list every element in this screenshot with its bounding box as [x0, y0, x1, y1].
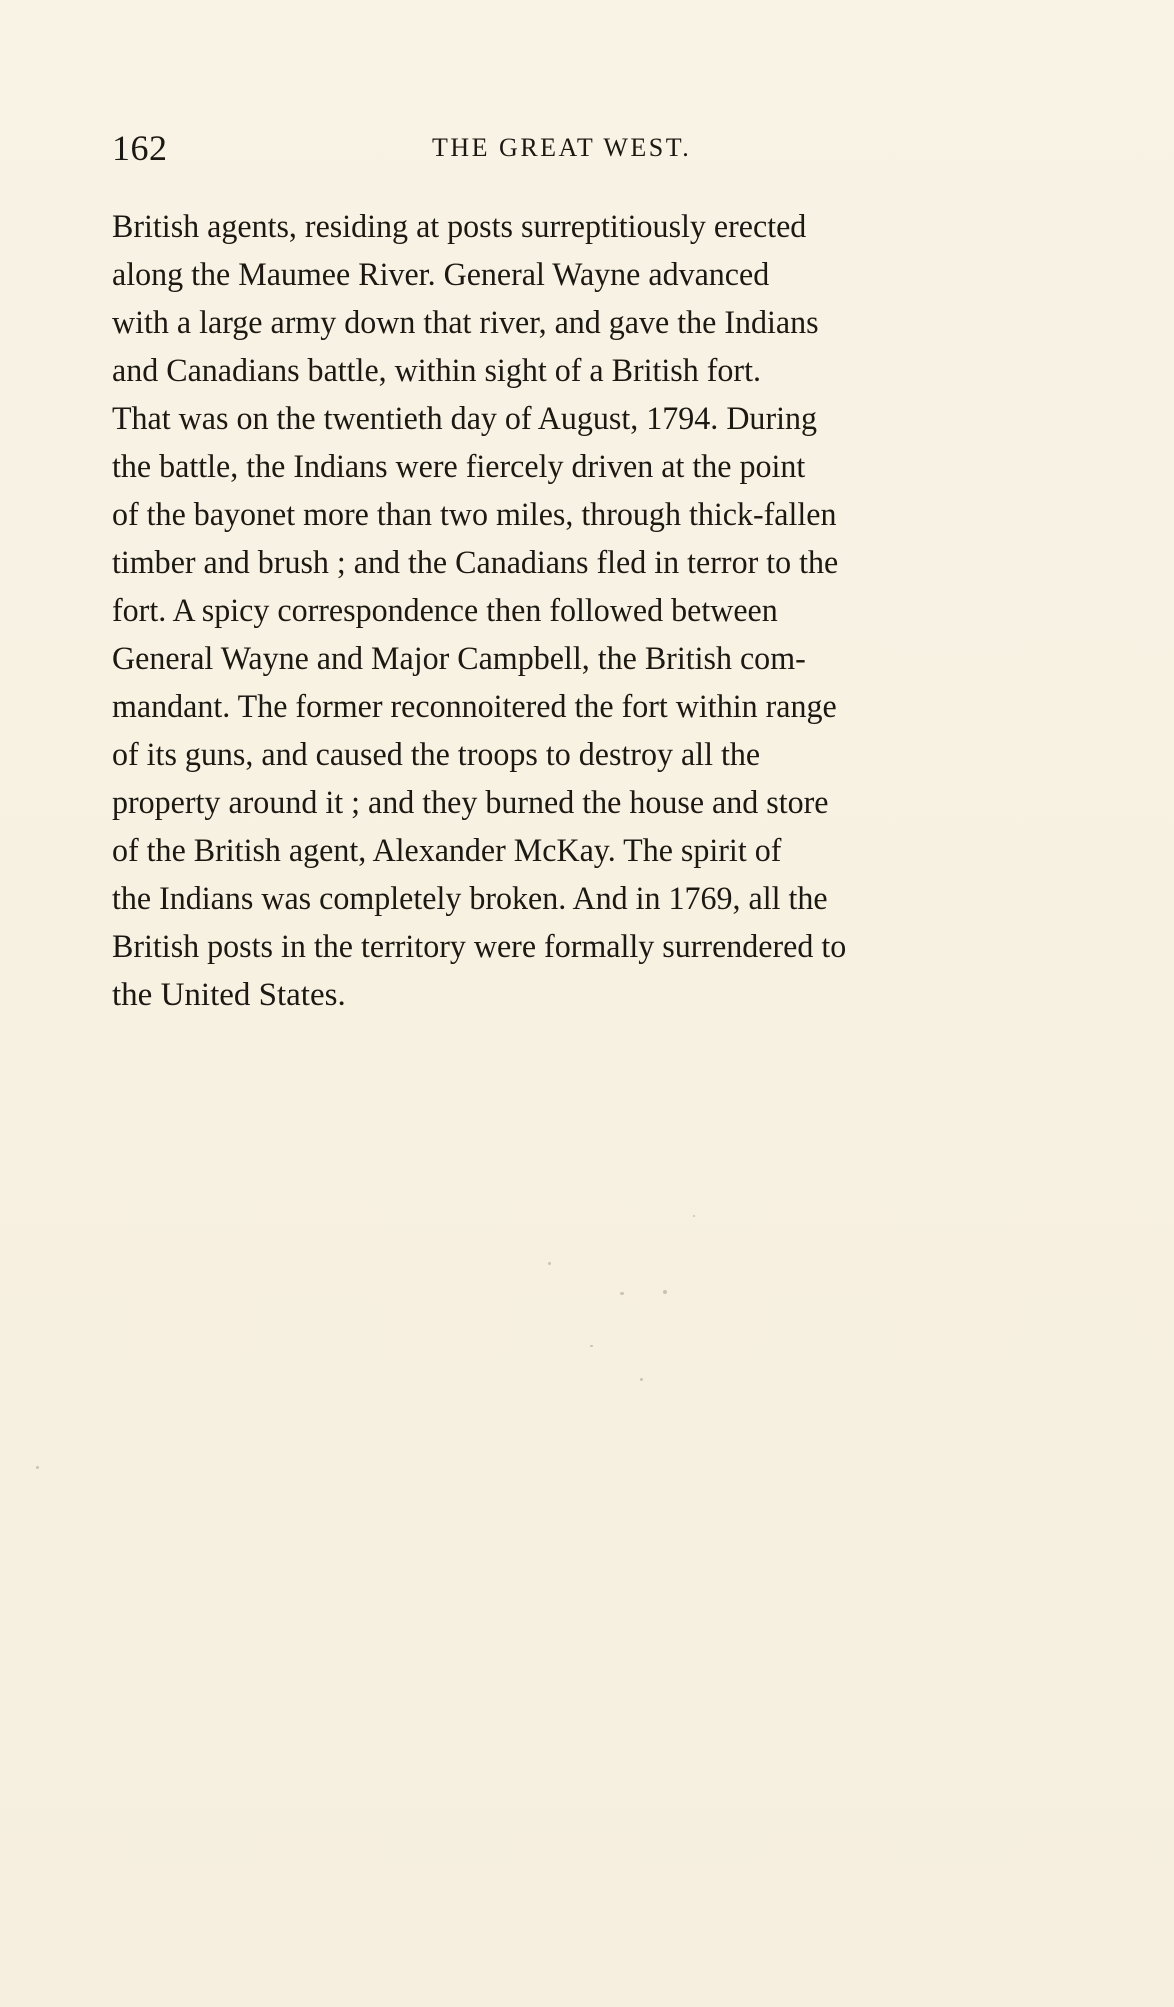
- text-line: the Indians was completely broken. And in 1769, all the: [112, 881, 828, 917]
- paper-speck: [36, 1466, 39, 1469]
- paper-speck: [590, 1345, 593, 1347]
- running-head: [112, 124, 1072, 172]
- paper-speck: [548, 1262, 551, 1265]
- running-title: THE GREAT WEST.: [432, 133, 692, 162]
- paper-speck: [693, 1215, 695, 1217]
- text-line: mandant. The former reconnoitered the fort within range: [112, 689, 837, 725]
- text-line: with a large army down that river, and gave the Indians: [112, 305, 819, 341]
- text-line: of the British agent, Alexander McKay. The spirit of: [112, 833, 782, 869]
- text-line: British posts in the territory were formally surrendered to: [112, 929, 847, 965]
- body-text: [112, 203, 1112, 1019]
- text-line: of its guns, and caused the troops to destroy all the: [112, 737, 761, 773]
- text-line: the United States.: [112, 977, 346, 1013]
- text-line: British agents, residing at posts surreptitiously erected: [112, 209, 807, 245]
- text-line: General Wayne and Major Campbell, the British com-: [112, 641, 806, 677]
- paper-speck: [640, 1378, 643, 1381]
- text-line: the battle, the Indians were fiercely driven at the point: [112, 449, 806, 485]
- text-line: That was on the twentieth day of August, 1794. During: [112, 401, 818, 437]
- text-line: property around it ; and they burned the house and store: [112, 785, 829, 821]
- paper-speck: [620, 1292, 624, 1295]
- paper-speck: [663, 1290, 667, 1294]
- text-line: and Canadians battle, within sight of a British fort.: [112, 353, 761, 389]
- text-line: of the bayonet more than two miles, through thick-fallen: [112, 497, 837, 533]
- text-line: along the Maumee River. General Wayne advanced: [112, 257, 770, 293]
- text-line: timber and brush ; and the Canadians fled in terror to the: [112, 545, 839, 581]
- text-line: fort. A spicy correspondence then followed between: [112, 593, 778, 629]
- page-number: 162: [112, 128, 168, 168]
